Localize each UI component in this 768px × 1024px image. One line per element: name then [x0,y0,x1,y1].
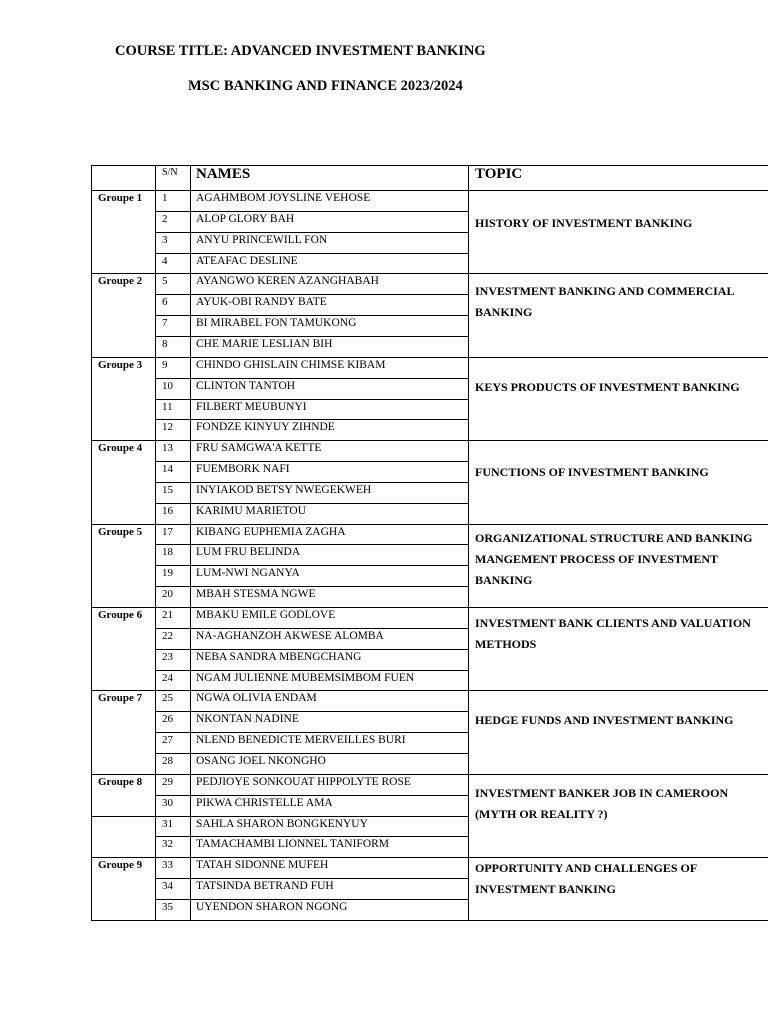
name-cell: CHE MARIE LESLIAN BIH [196,337,333,350]
name-cell: AYUK-OBI RANDY BATE [196,296,327,309]
name-cell: AGAHMBOM JOYSLINE VEHOSE [196,192,371,204]
sn-cell: 3 [162,233,168,246]
sn-cell: 6 [162,296,168,309]
sn-cell: 19 [162,567,173,580]
sn-cell: 24 [162,671,173,684]
sn-cell: 27 [162,734,173,747]
table-border-names [190,165,191,920]
name-cell: LUM-NWI NGANYA [196,567,300,580]
column-header-sn: S/N [162,167,178,178]
name-cell: AYANGWO KEREN AZANGHABAH [196,275,379,288]
sn-cell: 12 [162,421,173,434]
topic-divider [468,357,768,358]
name-cell: UYENDON SHARON NGONG [196,900,348,913]
name-cell: KIBANG EUPHEMIA ZAGHA [196,525,346,538]
table-border-left [91,165,92,920]
sn-cell: 10 [162,379,173,392]
group-label: Groupe 9 [98,859,143,872]
sn-cell: 32 [162,838,173,851]
name-cell: CLINTON TANTOH [196,379,296,392]
topic-divider [468,440,768,441]
group-label: Groupe 2 [98,275,143,288]
sn-cell: 25 [162,692,173,705]
sn-cell: 13 [162,442,173,455]
group-label: Groupe 3 [98,358,143,371]
topic-line: INVESTMENT BANKING [475,882,616,897]
name-cell: CHINDO GHISLAIN CHIMSE KIBAM [196,358,386,371]
sn-cell: 22 [162,629,173,642]
sn-cell: 15 [162,483,173,496]
course-title: COURSE TITLE: ADVANCED INVESTMENT BANKING [115,43,486,59]
sn-cell: 26 [162,713,173,726]
topic-line: HEDGE FUNDS AND INVESTMENT BANKING [475,713,734,728]
sn-cell: 1 [162,192,168,204]
name-cell: ATEAFAC DESLINE [196,254,298,267]
name-cell: BI MIRABEL FON TAMUKONG [196,317,357,330]
sn-cell: 33 [162,859,173,872]
table-border-bottom-topic [468,920,768,921]
name-cell: NGWA OLIVIA ENDAM [196,692,317,705]
sn-cell: 21 [162,609,173,621]
topic-line: (MYTH OR REALITY ?) [475,807,608,822]
name-cell: MBAKU EMILE GODLOVE [196,609,336,621]
topic-line: BANKING [475,572,533,587]
column-header-names: NAMES [196,166,251,182]
topic-line: FUNCTIONS OF INVESTMENT BANKING [475,465,709,479]
name-cell: NA-AGHANZOH AKWESE ALOMBA [196,629,384,642]
name-cell: PEDJIOYE SONKOUAT HIPPOLYTE ROSE [196,775,411,788]
table-border-sn [155,165,156,920]
name-cell: NEBA SANDRA MBENGCHANG [196,650,362,663]
group-topic [475,710,768,731]
sn-cell: 16 [162,504,173,517]
column-header-topic: TOPIC [475,166,523,182]
topic-line: METHODS [475,637,537,652]
sn-cell: 18 [162,546,173,559]
sn-cell: 14 [162,463,173,476]
group-label: Groupe 5 [98,525,143,538]
topic-divider [468,273,768,274]
sn-cell: 23 [162,650,173,663]
name-cell: ANYU PRINCEWILL FON [196,233,328,246]
sn-cell: 8 [162,337,168,350]
topic-divider [468,774,768,775]
program-title: MSC BANKING AND FINANCE 2023/2024 [188,78,463,94]
sn-cell: 35 [162,900,173,913]
name-cell: TATAH SIDONNE MUFEH [196,859,329,872]
sn-cell: 28 [162,754,173,767]
group-topic [475,213,768,234]
sn-cell: 9 [162,358,168,371]
topic-divider [468,690,768,691]
sn-cell: 20 [162,588,173,601]
group-label: Groupe 1 [98,192,143,204]
group-topic [475,528,768,591]
table-border-top [91,165,768,166]
name-cell: FRU SAMGWA'A KETTE [196,442,322,455]
group-label: Groupe 4 [98,442,143,455]
group-label: Groupe 8 [98,775,143,788]
topic-divider [468,524,768,525]
sn-cell: 31 [162,817,173,830]
name-cell: ALOP GLORY BAH [196,212,295,225]
name-cell: SAHLA SHARON BONGKENYUY [196,817,368,830]
topic-line: KEYS PRODUCTS OF INVESTMENT BANKING [475,379,740,394]
topic-line: MANGEMENT PROCESS OF INVESTMENT [475,551,719,566]
sn-cell: 2 [162,212,168,225]
name-cell: TAMACHAMBI LIONNEL TANIFORM [196,838,390,851]
topic-line: INVESTMENT BANKER JOB IN CAMEROON [475,786,729,801]
topic-line: ORGANIZATIONAL STRUCTURE AND BANKING [475,530,753,545]
topic-divider [468,607,768,608]
group-topic [475,377,768,398]
sn-cell: 11 [162,400,173,413]
name-cell: NLEND BENEDICTE MERVEILLES BURI [196,734,406,747]
group-divider-split [91,816,155,817]
name-cell: NGAM JULIENNE MUBEMSIMBOM FUEN [196,671,415,684]
group-topic [475,783,768,825]
name-cell: LUM FRU BELINDA [196,546,301,559]
sn-cell: 4 [162,254,168,267]
table-header-divider [91,190,768,191]
name-cell: MBAH STESMA NGWE [196,588,316,601]
name-cell: TATSINDA BETRAND FUH [196,880,334,893]
group-label: Groupe 7 [98,692,143,705]
topic-line: INVESTMENT BANKING AND COMMERCIAL [475,283,735,298]
name-cell: FUEMBORK NAFI [196,463,290,476]
sn-cell: 34 [162,880,173,893]
table-border-topic [468,165,469,920]
topic-line: HISTORY OF INVESTMENT BANKING [475,215,693,230]
sn-cell: 17 [162,525,173,538]
group-topic [475,281,768,323]
name-cell: FONDZE KINYUY ZIHNDE [196,421,335,434]
name-cell: FILBERT MEUBUNYI [196,400,307,413]
sn-cell: 5 [162,275,168,288]
group-topic [475,613,768,655]
name-cell: PIKWA CHRISTELLE AMA [196,796,333,809]
topic-line: INVESTMENT BANK CLIENTS AND VALUATION [475,616,751,631]
name-cell: NKONTAN NADINE [196,713,299,726]
name-cell: OSANG JOEL NKONGHO [196,754,326,767]
table-border-bottom [91,920,468,921]
name-cell: KARIMU MARIETOU [196,504,306,517]
group-label: Groupe 6 [98,609,143,621]
topic-line: OPPORTUNITY AND CHALLENGES OF [475,861,698,876]
sn-cell: 30 [162,796,173,809]
group-topic [475,858,768,900]
sn-cell: 29 [162,775,173,788]
group-topic [475,462,768,483]
name-cell: INYIAKOD BETSY NWEGEKWEH [196,483,372,496]
sn-cell: 7 [162,317,168,330]
topic-line: BANKING [475,304,533,319]
